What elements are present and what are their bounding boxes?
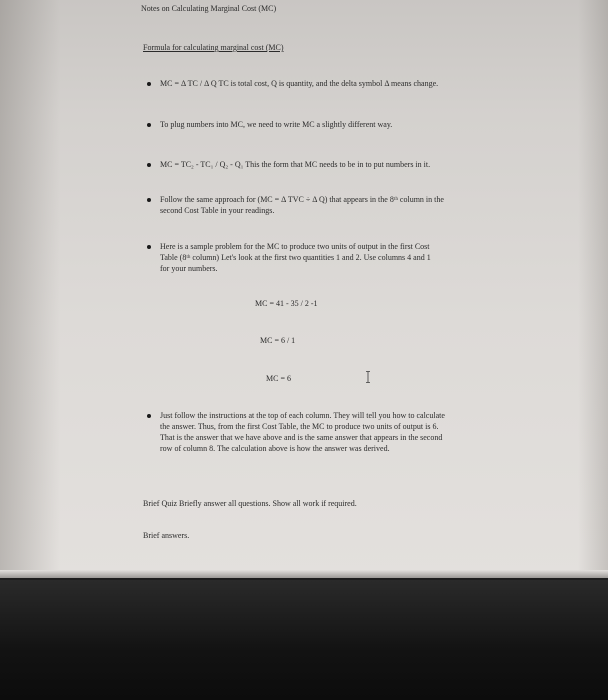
bullet-mc-formula: MC = Δ TC / Δ Q TC is total cost, Q is quantity, and the delta symbol Δ means change.: [160, 79, 439, 88]
bullet-marker: [147, 82, 151, 86]
dark-background: [0, 580, 608, 700]
bullet-same-approach-line2: second Cost Table in your readings.: [160, 206, 275, 215]
calc-step-3: MC = 6: [266, 374, 291, 383]
bullet-marker: [147, 198, 151, 202]
text-cursor-icon: [365, 371, 371, 383]
page-shadow-right: [578, 0, 608, 578]
bullet-marker: [147, 245, 151, 249]
bullet-mc-form: MC = TC₂ - TC₁ / Q₂ - Q₁ This the form that MC needs to be in to put numbers in it.: [160, 160, 431, 169]
page-bottom-edge: [0, 570, 608, 578]
bullet-sample-problem-line3: for your numbers.: [160, 264, 218, 273]
bullet-follow-instructions-line3: That is the answer that we have above and is the same answer that appears in the second: [160, 433, 443, 442]
answers-label: Brief answers.: [143, 531, 190, 540]
page-shadow-left: [0, 0, 60, 578]
bullet-follow-instructions-line1: Just follow the instructions at the top of each column. They will tell you how to calculate: [160, 411, 445, 420]
bullet-follow-instructions-line2: the answer. Thus, from the first Cost Table, the MC to produce two units of output is 6.: [160, 422, 439, 431]
bullet-sample-problem-line1: Here is a sample problem for the MC to produce two units of output in the first Cost: [160, 242, 430, 251]
formula-heading: Formula for calculating marginal cost (MC): [143, 43, 284, 52]
calc-step-2: MC = 6 / 1: [260, 336, 296, 345]
bullet-follow-instructions-line4: row of column 8. The calculation above is how the answer was derived.: [160, 444, 390, 453]
bullet-plug-numbers: To plug numbers into MC, we need to write MC a slightly different way.: [160, 120, 393, 129]
bullet-same-approach-line1: Follow the same approach for (MC = Δ TVC ÷ Δ Q) that appears in the 8ᵗʰ column in the: [160, 195, 444, 204]
bullet-marker: [147, 414, 151, 418]
bullet-marker: [147, 163, 151, 167]
quiz-instructions: Brief Quiz Briefly answer all questions. Show all work if required.: [143, 499, 357, 508]
bullet-marker: [147, 123, 151, 127]
calc-step-1: MC = 41 - 35 / 2 -1: [255, 299, 318, 308]
header-title: Notes on Calculating Marginal Cost (MC): [141, 4, 277, 13]
bullet-sample-problem-line2: Table (8ᵗʰ column) Let's look at the first two quantities 1 and 2. Use columns 4 and 1: [160, 253, 431, 262]
